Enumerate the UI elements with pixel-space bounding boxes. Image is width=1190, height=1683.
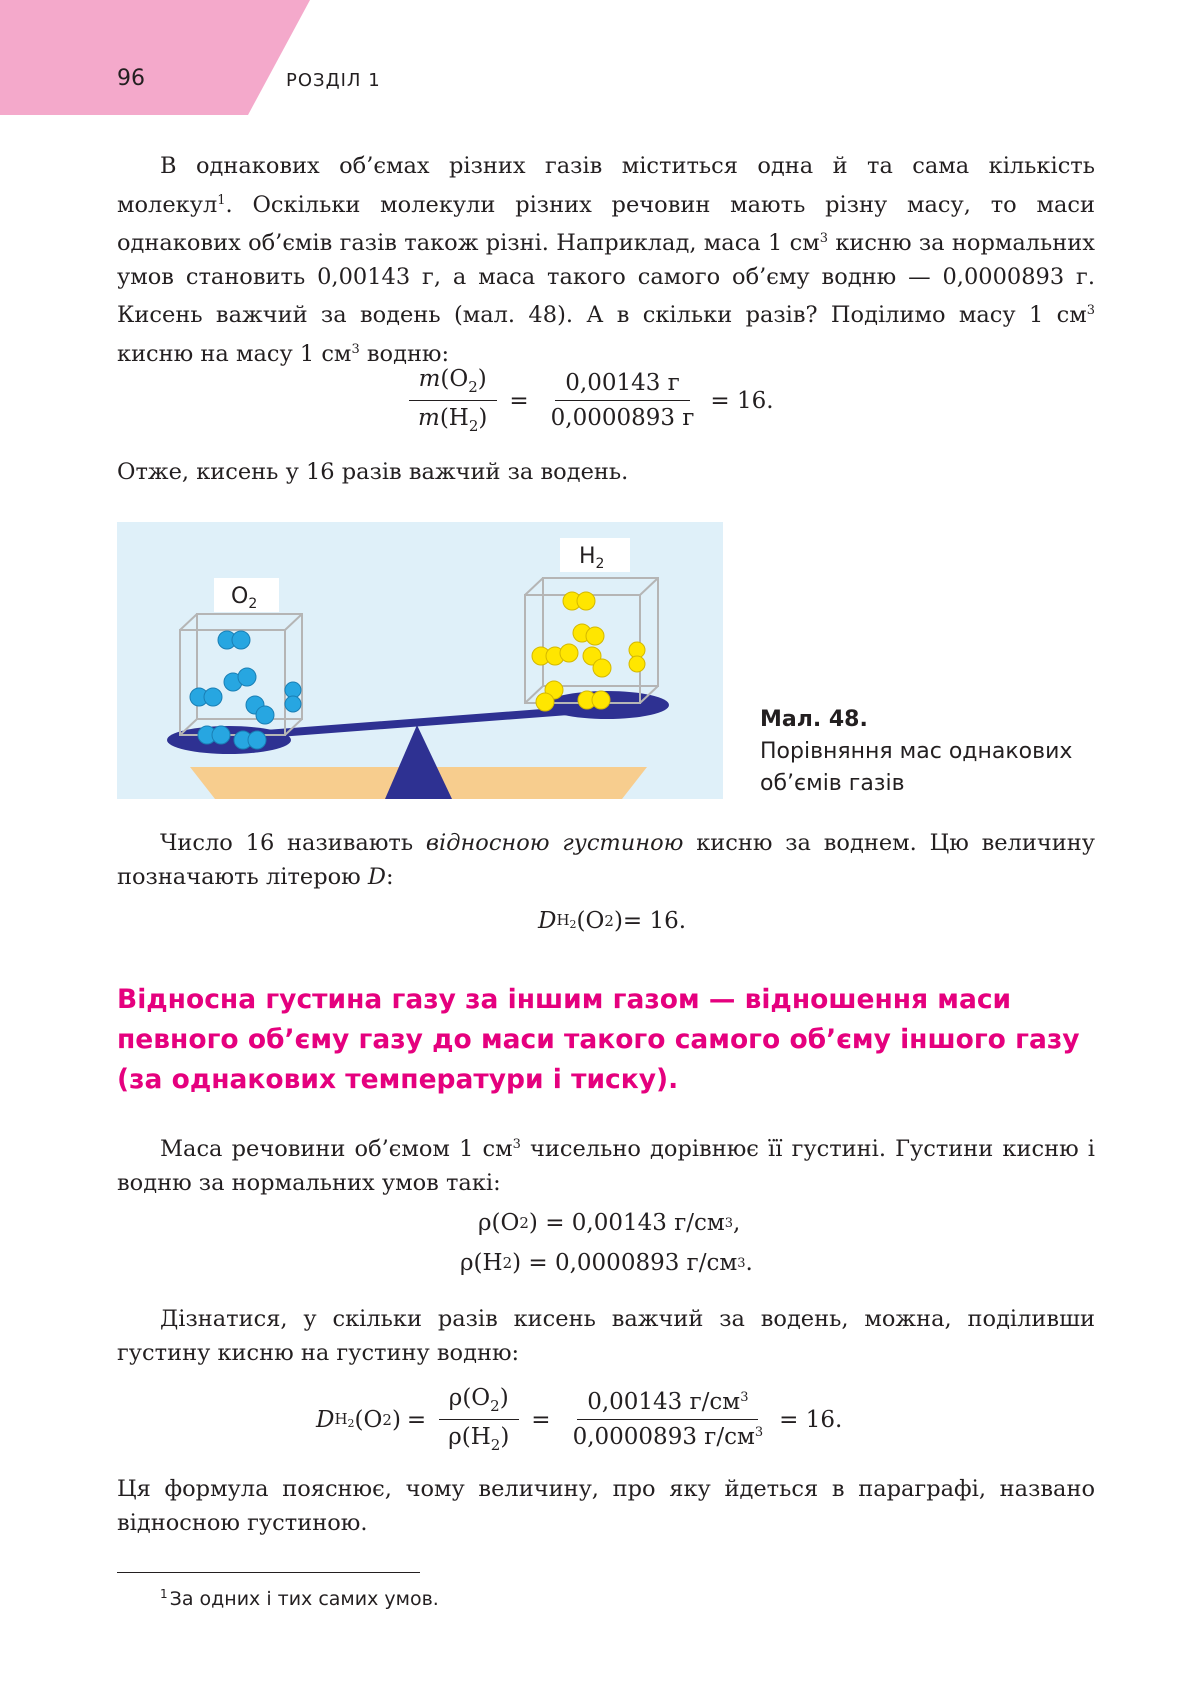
subscript-text: H bbox=[556, 911, 570, 929]
formula-text: . bbox=[745, 1250, 753, 1276]
subscript-text: 2 bbox=[569, 918, 577, 931]
fraction-densities bbox=[438, 1385, 519, 1454]
subscript: 2 bbox=[490, 1436, 501, 1454]
superscript: 3 bbox=[724, 1215, 734, 1231]
formula-text: ) bbox=[499, 1385, 509, 1411]
numerator: 0,00143 г bbox=[555, 370, 689, 401]
caption-text: Порівняння мас однакових об’ємів газів bbox=[760, 739, 1073, 796]
formula-mass-ratio bbox=[402, 366, 774, 435]
subscript: 2 bbox=[604, 912, 614, 930]
subscript: 2 bbox=[382, 1410, 392, 1429]
figure-caption bbox=[760, 704, 1080, 800]
superscript: 3 bbox=[740, 1390, 749, 1405]
formula-relative-density bbox=[538, 908, 686, 934]
paragraph-6 bbox=[117, 1473, 1095, 1540]
formula-density-h2 bbox=[460, 1250, 753, 1276]
h2-label: $H_2$ bbox=[579, 544, 605, 572]
paragraph-4-text-2: чисельно дорівнює її густині. Густини кисню і водню за нормальних умов такі: bbox=[117, 1136, 1096, 1196]
formula-text: ) bbox=[478, 405, 488, 431]
letter-d: D bbox=[367, 863, 386, 890]
definition-box: Відносна густина газу за іншим газом — відношення маси певного об’єму газу до маси такого самого об’єму іншого газу (за однакових температури і тиску). bbox=[117, 984, 1080, 1095]
fraction-left bbox=[408, 366, 497, 435]
formula-text: ) bbox=[613, 908, 623, 934]
balance-illustration bbox=[117, 522, 723, 799]
var-d: D bbox=[538, 908, 557, 934]
footnote-ref: 1 bbox=[217, 192, 226, 208]
paragraph-5 bbox=[117, 1303, 1095, 1370]
subscript: 2 bbox=[519, 1214, 529, 1232]
paragraph-2-text: Отже, кисень у 16 разів важчий за водень. bbox=[117, 459, 629, 485]
formula-text: ρ(H bbox=[460, 1250, 503, 1276]
superscript: 3 bbox=[819, 231, 829, 246]
formula-text: ) = 0,00143 г/см bbox=[528, 1210, 725, 1236]
formula-density-ratio bbox=[316, 1385, 842, 1454]
superscript: 3 bbox=[512, 1137, 521, 1152]
figure-balance bbox=[117, 522, 723, 799]
formula-text: ) bbox=[500, 1424, 510, 1450]
paragraph-5-text: Дізнатися, у скільки разів кисень важчий за водень, можна, поділивши густину кисню на густину водню: bbox=[117, 1306, 1095, 1366]
equals-sign: = bbox=[531, 1406, 551, 1433]
formula-text: ) bbox=[477, 366, 487, 392]
formula-text: , bbox=[733, 1210, 741, 1236]
paragraph-3 bbox=[117, 827, 1095, 894]
paragraph-3-text: Число 16 називають bbox=[160, 830, 426, 856]
formula-text: (O bbox=[576, 908, 605, 934]
subscript bbox=[556, 911, 576, 931]
footnote bbox=[160, 1587, 439, 1610]
var-m: m bbox=[418, 366, 441, 392]
formula-text: ρ(O bbox=[448, 1385, 491, 1411]
subscript: 2 bbox=[490, 1397, 500, 1415]
equals-sign: = bbox=[406, 1406, 427, 1433]
var-m: m bbox=[418, 405, 440, 431]
caption-title: Мал. 48. bbox=[760, 707, 868, 732]
superscript: 3 bbox=[351, 341, 360, 357]
paragraph-1-text-4: кисню на масу 1 см bbox=[117, 340, 352, 367]
paragraph-1-text-2: . Оскільки молекули різних речовин мають різну масу, то маси однакових об’ємів газів також різні. Наприклад, маса 1 см bbox=[117, 191, 1095, 256]
subscript bbox=[334, 1410, 354, 1430]
paragraph-3-text-3: : bbox=[385, 863, 394, 890]
formula-text: ρ(O bbox=[478, 1210, 520, 1236]
denominator: 0,0000893 г bbox=[550, 405, 695, 431]
term-relative-density: відносною густиною bbox=[425, 830, 684, 856]
formula-text: ρ(H bbox=[448, 1424, 491, 1450]
paragraph-1-text-3: кисню за нормальних умов становить 0,00143 г, а маса такого самого об’єму водню — 0,0000893 г. Кисень важчий за водень (мал. 48). А в скільки разів? Поділимо масу 1 см bbox=[117, 230, 1095, 328]
paragraph-4-text: Маса речовини об’ємом 1 см bbox=[160, 1136, 513, 1162]
page-number: 96 bbox=[117, 66, 145, 91]
paragraph-6-text: Ця формула пояснює, чому величину, про яку йдеться в параграфі, названо відносною густиною. bbox=[117, 1476, 1095, 1536]
equals-sign: = bbox=[509, 387, 529, 414]
footnote-text: За одних і тих самих умов. bbox=[169, 1588, 439, 1610]
subscript: 2 bbox=[502, 1254, 513, 1272]
section-label: РОЗДІЛ 1 bbox=[286, 70, 381, 91]
subscript: 2 bbox=[468, 417, 479, 435]
o2-label: $O_2$ bbox=[231, 584, 258, 612]
formula-result: = 16. bbox=[710, 387, 774, 414]
paragraph-1 bbox=[117, 150, 1095, 371]
formula-text: ) bbox=[391, 1406, 401, 1433]
superscript: 3 bbox=[1086, 303, 1095, 318]
formula-text: (O bbox=[440, 366, 469, 392]
fulcrum bbox=[385, 725, 452, 799]
footnote-rule bbox=[117, 1572, 420, 1573]
formula-text: ) = 0,0000893 г/см bbox=[512, 1250, 738, 1276]
formula-result: = 16. bbox=[622, 908, 687, 934]
formula-text: (O bbox=[354, 1406, 383, 1433]
footnote-mark: 1 bbox=[160, 1587, 168, 1601]
subscript-text: H bbox=[334, 1409, 348, 1428]
paragraph-1-text: В однакових об’ємах різних газів міститься одна й та сама кількість молекул bbox=[117, 153, 1095, 218]
formula-result: = 16. bbox=[779, 1406, 843, 1433]
var-d: D bbox=[316, 1406, 335, 1433]
paragraph-4 bbox=[117, 1128, 1095, 1200]
formula-text: (H bbox=[439, 405, 469, 431]
numerator: 0,00143 г/см bbox=[587, 1389, 741, 1415]
fraction-right bbox=[541, 370, 705, 431]
denominator: 0,0000893 г/см bbox=[572, 1424, 755, 1450]
formula-density-o2 bbox=[478, 1210, 740, 1236]
fraction-values bbox=[563, 1389, 774, 1450]
subscript: 2 bbox=[468, 378, 478, 396]
superscript: 3 bbox=[737, 1255, 746, 1271]
paragraph-3-text-2: кисню за воднем. Цю величину позначають літерою bbox=[117, 830, 1095, 890]
paragraph-2 bbox=[117, 456, 1095, 490]
paragraph-1-text-5: водню: bbox=[359, 340, 450, 367]
superscript: 3 bbox=[754, 1425, 764, 1440]
header-band bbox=[0, 0, 310, 115]
subscript-text: 2 bbox=[347, 1416, 355, 1430]
